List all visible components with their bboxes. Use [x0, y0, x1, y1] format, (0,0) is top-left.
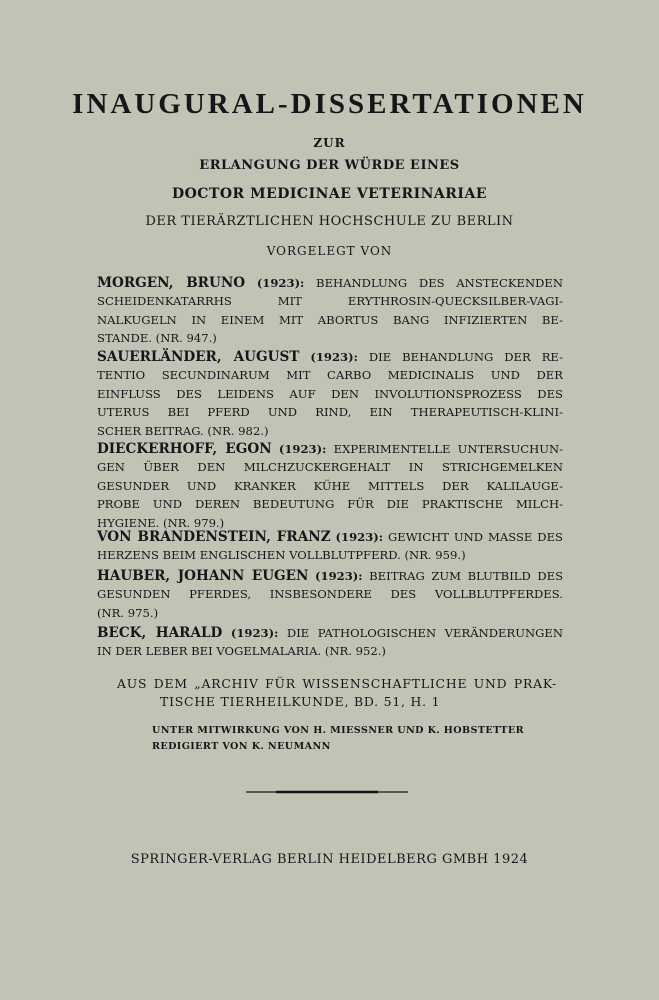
entry-text: SCHEIDENKATARRHS MIT ERYTHROSIN-QUECKSILBER-VAGI- [97, 294, 563, 309]
entry-text: HERZENS BEIM ENGLISCHEN VOLLBLUTPFERD. (NR. 959.) [97, 548, 466, 563]
entry-text: EXPERIMENTELLE UNTERSUCHUN- [333, 442, 563, 456]
source-line-1: AUS DEM „ARCHIV FÜR WISSENSCHAFTLICHE UND PRAK- [117, 676, 557, 691]
source-note [117, 675, 557, 711]
zur-line: ZUR [313, 136, 346, 150]
source-line-2: TISCHE TIERHEILKUNDE, BD. 51, H. 1 [160, 694, 441, 709]
subtitle-line-2: DOCTOR MEDICINAE VETERINARIAE [171, 186, 488, 202]
publisher-imprint: SPRINGER-VERLAG BERLIN HEIDELBERG GMBH 1924 [130, 852, 529, 867]
entry-text: (NR. 975.) [97, 605, 159, 620]
entry-text: IN DER LEBER BEI VOGELMALARIA. (NR. 952.) [97, 644, 386, 659]
entry-text: HYGIENE. (NR. 979.) [97, 515, 225, 530]
entry-text: TENTIO SECUNDINARUM MIT CARBO MEDICINALIS UND DER [97, 368, 563, 383]
author-name: SAUERLÄNDER, AUGUST [97, 349, 300, 365]
entry-text: BEHANDLUNG DES ANSTECKENDEN [316, 276, 563, 290]
entry-text: BEITRAG ZUM BLUTBILD DES [369, 569, 563, 583]
dissertation-entry [97, 624, 563, 661]
dissertation-entry [97, 274, 563, 348]
dissertation-entry [97, 440, 563, 532]
entry-text: EINFLUSS DES LEIDENS AUF DEN INVOLUTIONSPROZESS DES [97, 386, 563, 401]
entry-text: GESUNDEN PFERDES, INSBESONDERE DES VOLLBLUTPFERDES. [97, 587, 563, 602]
entry-year: (1923): [335, 530, 384, 544]
entry-text: NALKUGELN IN EINEM MIT ABORTUS BANG INFIZIERTEN BE- [97, 312, 563, 327]
entry-text: GEWICHT UND MASSE DES [388, 530, 563, 544]
entry-text: UTERUS BEI PFERD UND RIND, EIN THERAPEUTISCH-KLINI- [97, 405, 563, 420]
subtitle-line-1: ERLANGUNG DER WÜRDE EINES [199, 158, 460, 173]
entry-text: GEN ÜBER DEN MILCHZUCKERGEHALT IN STRICHGEMELKEN [97, 460, 563, 475]
entry-year: (1923): [278, 442, 327, 456]
main-title: INAUGURAL-DISSERTATIONEN [72, 88, 587, 120]
dissertation-entry [97, 348, 563, 440]
entry-year: (1923): [230, 626, 279, 640]
decorative-rule [246, 790, 408, 794]
entry-year: (1923): [256, 276, 305, 290]
entry-text: DIE BEHANDLUNG DER RE- [368, 350, 563, 364]
entry-text: STANDE. (NR. 947.) [97, 331, 217, 346]
editors-line-1: UNTER MITWIRKUNG VON H. MIESSNER UND K. HOBSTETTER [152, 725, 524, 736]
dissertation-entry [97, 567, 563, 622]
author-name: MORGEN, BRUNO [97, 275, 246, 291]
subtitle-line-3: DER TIERÄRZTLICHEN HOCHSCHULE ZU BERLIN [145, 214, 514, 229]
editors-note [152, 723, 524, 755]
presented-by-line: VORGELEGT VON [266, 244, 393, 258]
entry-year: (1923): [310, 350, 358, 364]
editors-line-2: REDIGIERT VON K. NEUMANN [152, 741, 331, 752]
author-name: HAUBER, JOHANN EUGEN [97, 568, 309, 584]
entry-text: GESUNDER UND KRANKER KÜHE MITTELS DER KALILAUGE- [97, 478, 563, 493]
entry-year: (1923): [315, 569, 363, 583]
entry-text: DIE PATHOLOGISCHEN VERÄNDERUNGEN [286, 626, 563, 640]
author-name: DIECKERHOFF, EGON [97, 441, 272, 457]
entry-text: SCHER BEITRAG. (NR. 982.) [97, 423, 269, 438]
entry-text: PROBE UND DEREN BEDEUTUNG FÜR DIE PRAKTISCHE MILCH- [97, 497, 563, 512]
dissertation-entry [97, 528, 563, 565]
author-name: VON BRANDENSTEIN, FRANZ [97, 529, 331, 545]
author-name: BECK, HARALD [97, 625, 223, 641]
